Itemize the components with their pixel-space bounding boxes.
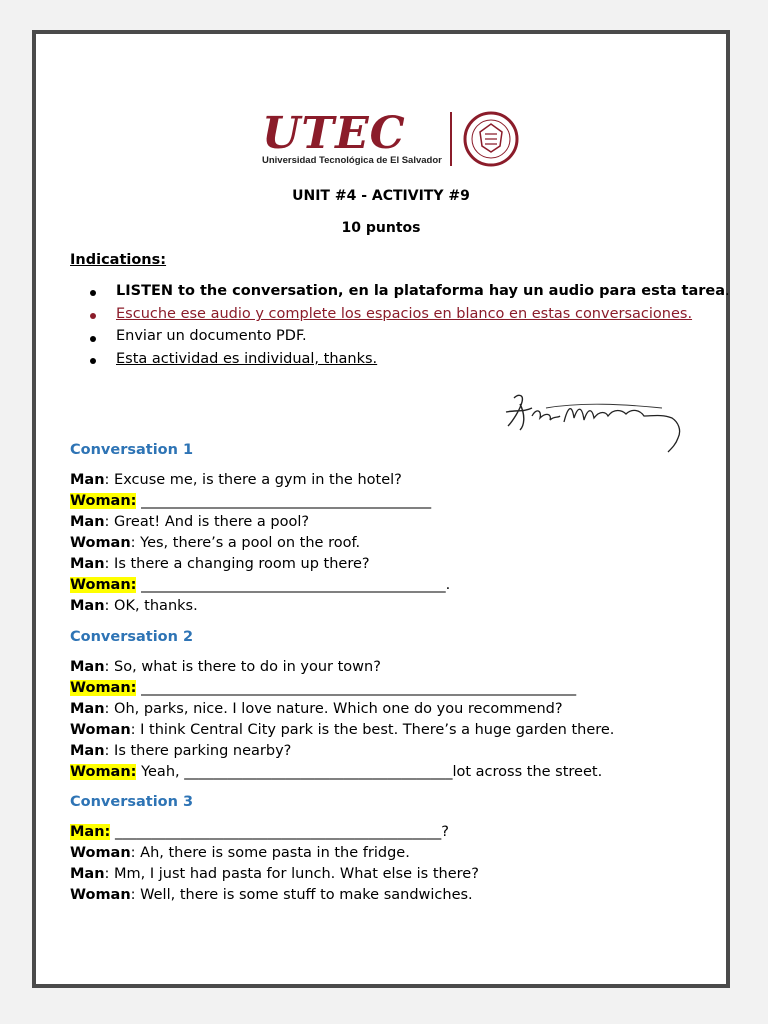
speaker-label-highlighted: Woman:	[70, 680, 137, 696]
dialogue-text: : Yes, there’s a pool on the roof.	[130, 535, 361, 551]
answer-blank: __________________________________________.	[136, 577, 451, 593]
speaker-label: Woman	[70, 845, 131, 861]
logo-subtitle: Universidad Tecnológica de El Salvador	[262, 155, 442, 166]
indication-item-2: Escuche ese audio y complete los espacios en blanco en estas conversaciones.	[116, 306, 693, 322]
speaker-label: Man	[70, 556, 105, 572]
logo-wordmark: UTEC	[262, 108, 406, 159]
indication-item-4: Esta actividad es individual, thanks.	[116, 351, 378, 367]
dialogue-line	[70, 722, 614, 738]
dialogue-text: : So, what is there to do in your town?	[104, 659, 381, 675]
dialogue-line	[70, 764, 602, 780]
dialogue-text: : Great! And is there a pool?	[104, 514, 310, 530]
dialogue-line	[70, 493, 431, 509]
dialogue-line	[70, 887, 473, 903]
indication-item-3: Enviar un documento PDF.	[116, 328, 307, 344]
handwritten-signature	[502, 386, 688, 456]
points-label: 10 puntos	[341, 220, 421, 236]
speaker-label-highlighted: Woman:	[70, 493, 137, 509]
indication-item-1	[116, 283, 730, 299]
logo-divider	[450, 112, 452, 166]
conversation-2-title: Conversation 2	[70, 629, 194, 645]
dialogue-text: : I think Central City park is the best. There’s a huge garden there.	[130, 722, 615, 738]
dialogue-text: : Is there a changing room up there?	[104, 556, 370, 572]
dialogue-line	[70, 556, 370, 572]
document-page	[32, 30, 730, 988]
dialogue-line	[70, 845, 410, 861]
utec-logo	[262, 110, 522, 170]
dialogue-text: : Oh, parks, nice. I love nature. Which one do you recommend?	[104, 701, 563, 717]
dialogue-text: : Mm, I just had pasta for lunch. What else is there?	[104, 866, 479, 882]
dialogue-line	[70, 824, 449, 840]
conversation-1-title: Conversation 1	[70, 442, 194, 458]
speaker-label: Man	[70, 472, 105, 488]
university-seal-icon	[460, 110, 522, 168]
dialogue-line	[70, 598, 198, 614]
conversation-3-title: Conversation 3	[70, 794, 194, 810]
dialogue-line	[70, 514, 309, 530]
speaker-label: Woman	[70, 722, 131, 738]
speaker-label-highlighted: Woman:	[70, 577, 137, 593]
indications-title: Indications:	[70, 252, 167, 268]
bullet-icon	[90, 336, 96, 342]
dialogue-text: : Excuse me, is there a gym in the hotel?	[104, 472, 402, 488]
dialogue-line	[70, 866, 479, 882]
dialogue-line	[70, 659, 381, 675]
dialogue-line	[70, 743, 291, 759]
speaker-label-highlighted: Man:	[70, 824, 111, 840]
speaker-label: Man	[70, 701, 105, 717]
speaker-label: Man	[70, 598, 105, 614]
speaker-label: Man	[70, 866, 105, 882]
answer-blank: Yeah, _____________________________________lot across the street.	[136, 764, 603, 780]
speaker-label: Man	[70, 514, 105, 530]
dialogue-line	[70, 577, 450, 593]
indication-item-1-text: LISTEN to the conversation, en la plataforma hay un audio para esta tarea	[116, 283, 726, 299]
dialogue-text: : Is there parking nearby?	[104, 743, 292, 759]
speaker-label: Woman	[70, 887, 131, 903]
speaker-label-highlighted: Woman:	[70, 764, 137, 780]
answer-blank: ________________________________________	[136, 493, 432, 509]
indication-item-1-suffix: .	[725, 283, 730, 299]
dialogue-text: : Ah, there is some pasta in the fridge.	[130, 845, 410, 861]
dialogue-line	[70, 701, 563, 717]
dialogue-line	[70, 472, 402, 488]
speaker-label: Man	[70, 659, 105, 675]
bullet-icon	[90, 358, 96, 364]
activity-title: UNIT #4 - ACTIVITY #9	[292, 188, 470, 204]
dialogue-line	[70, 680, 576, 696]
answer-blank: ____________________________________________________________	[136, 680, 577, 696]
bullet-icon	[90, 313, 96, 319]
answer-blank: _____________________________________________?	[110, 824, 449, 840]
dialogue-text: : OK, thanks.	[104, 598, 198, 614]
dialogue-line	[70, 535, 360, 551]
speaker-label: Man	[70, 743, 105, 759]
bullet-icon	[90, 290, 96, 296]
dialogue-text: : Well, there is some stuff to make sandwiches.	[130, 887, 473, 903]
speaker-label: Woman	[70, 535, 131, 551]
